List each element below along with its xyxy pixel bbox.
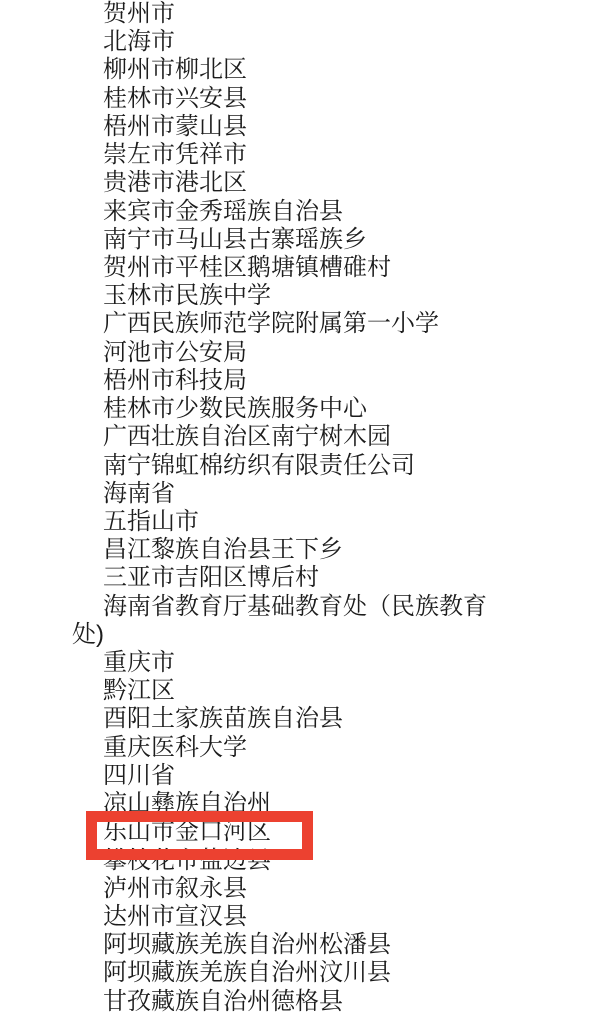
list-item: 桂林市少数民族服务中心 (103, 395, 367, 423)
list-item: 广西民族师范学院附属第一小学 (103, 310, 439, 338)
list-item: 达州市宣汉县 (103, 903, 247, 930)
list-item: 乐山市金口河区 (103, 818, 271, 846)
list-item: 黔江区 (103, 677, 175, 705)
list-item: 贵港市港北区 (103, 169, 247, 197)
list-item: 桂林市兴安县 (103, 84, 247, 112)
list-item: 海南省 (103, 479, 175, 507)
list-item: 崇左市凭祥市 (103, 141, 247, 169)
list-item: 梧州市科技局 (103, 366, 247, 394)
list-item: 攀枝花市盐边县 (103, 846, 271, 874)
list-item: 河池市公安局 (103, 338, 247, 366)
list-item: 阿坝藏族羌族自治州松潘县 (103, 931, 391, 959)
list-item: 阿坝藏族羌族自治州汶川县 (103, 959, 391, 987)
list-item: 南宁锦虹棉纺织有限责任公司 (103, 451, 415, 479)
list-item: 四川省 (103, 761, 175, 789)
list-item: 甘孜藏族自治州德格县 (103, 987, 343, 1015)
list-item: 凉山彝族自治州 (103, 790, 271, 818)
list-item: 昌江黎族自治县王下乡 (103, 536, 343, 564)
list-item: 玉林市民族中学 (103, 282, 271, 310)
list-item: 广西壮族自治区南宁树木园 (103, 423, 391, 451)
list-item: 贺州市 (103, 0, 175, 27)
list-item: 酉阳土家族苗族自治县 (103, 705, 343, 733)
list-item: 梧州市蒙山县 (103, 112, 247, 140)
list-item: 贺州市平桂区鹅塘镇槽碓村 (103, 253, 391, 281)
list-item: 泸州市叙永县 (103, 874, 247, 902)
list-item: 五指山市 (103, 507, 199, 535)
list-item: 北海市 (103, 28, 175, 56)
list-item: 海南省教育厅基础教育处（民族教育处) (72, 592, 487, 648)
list-item: 重庆市 (103, 649, 175, 677)
list-item: 柳州市柳北区 (103, 56, 247, 84)
list-item: 三亚市吉阳区博后村 (103, 564, 319, 592)
list-item: 南宁市马山县古寨瑶族乡 (103, 225, 367, 253)
list-item: 来宾市金秀瑶族自治县 (103, 197, 343, 225)
list-item: 重庆医科大学 (103, 733, 247, 761)
